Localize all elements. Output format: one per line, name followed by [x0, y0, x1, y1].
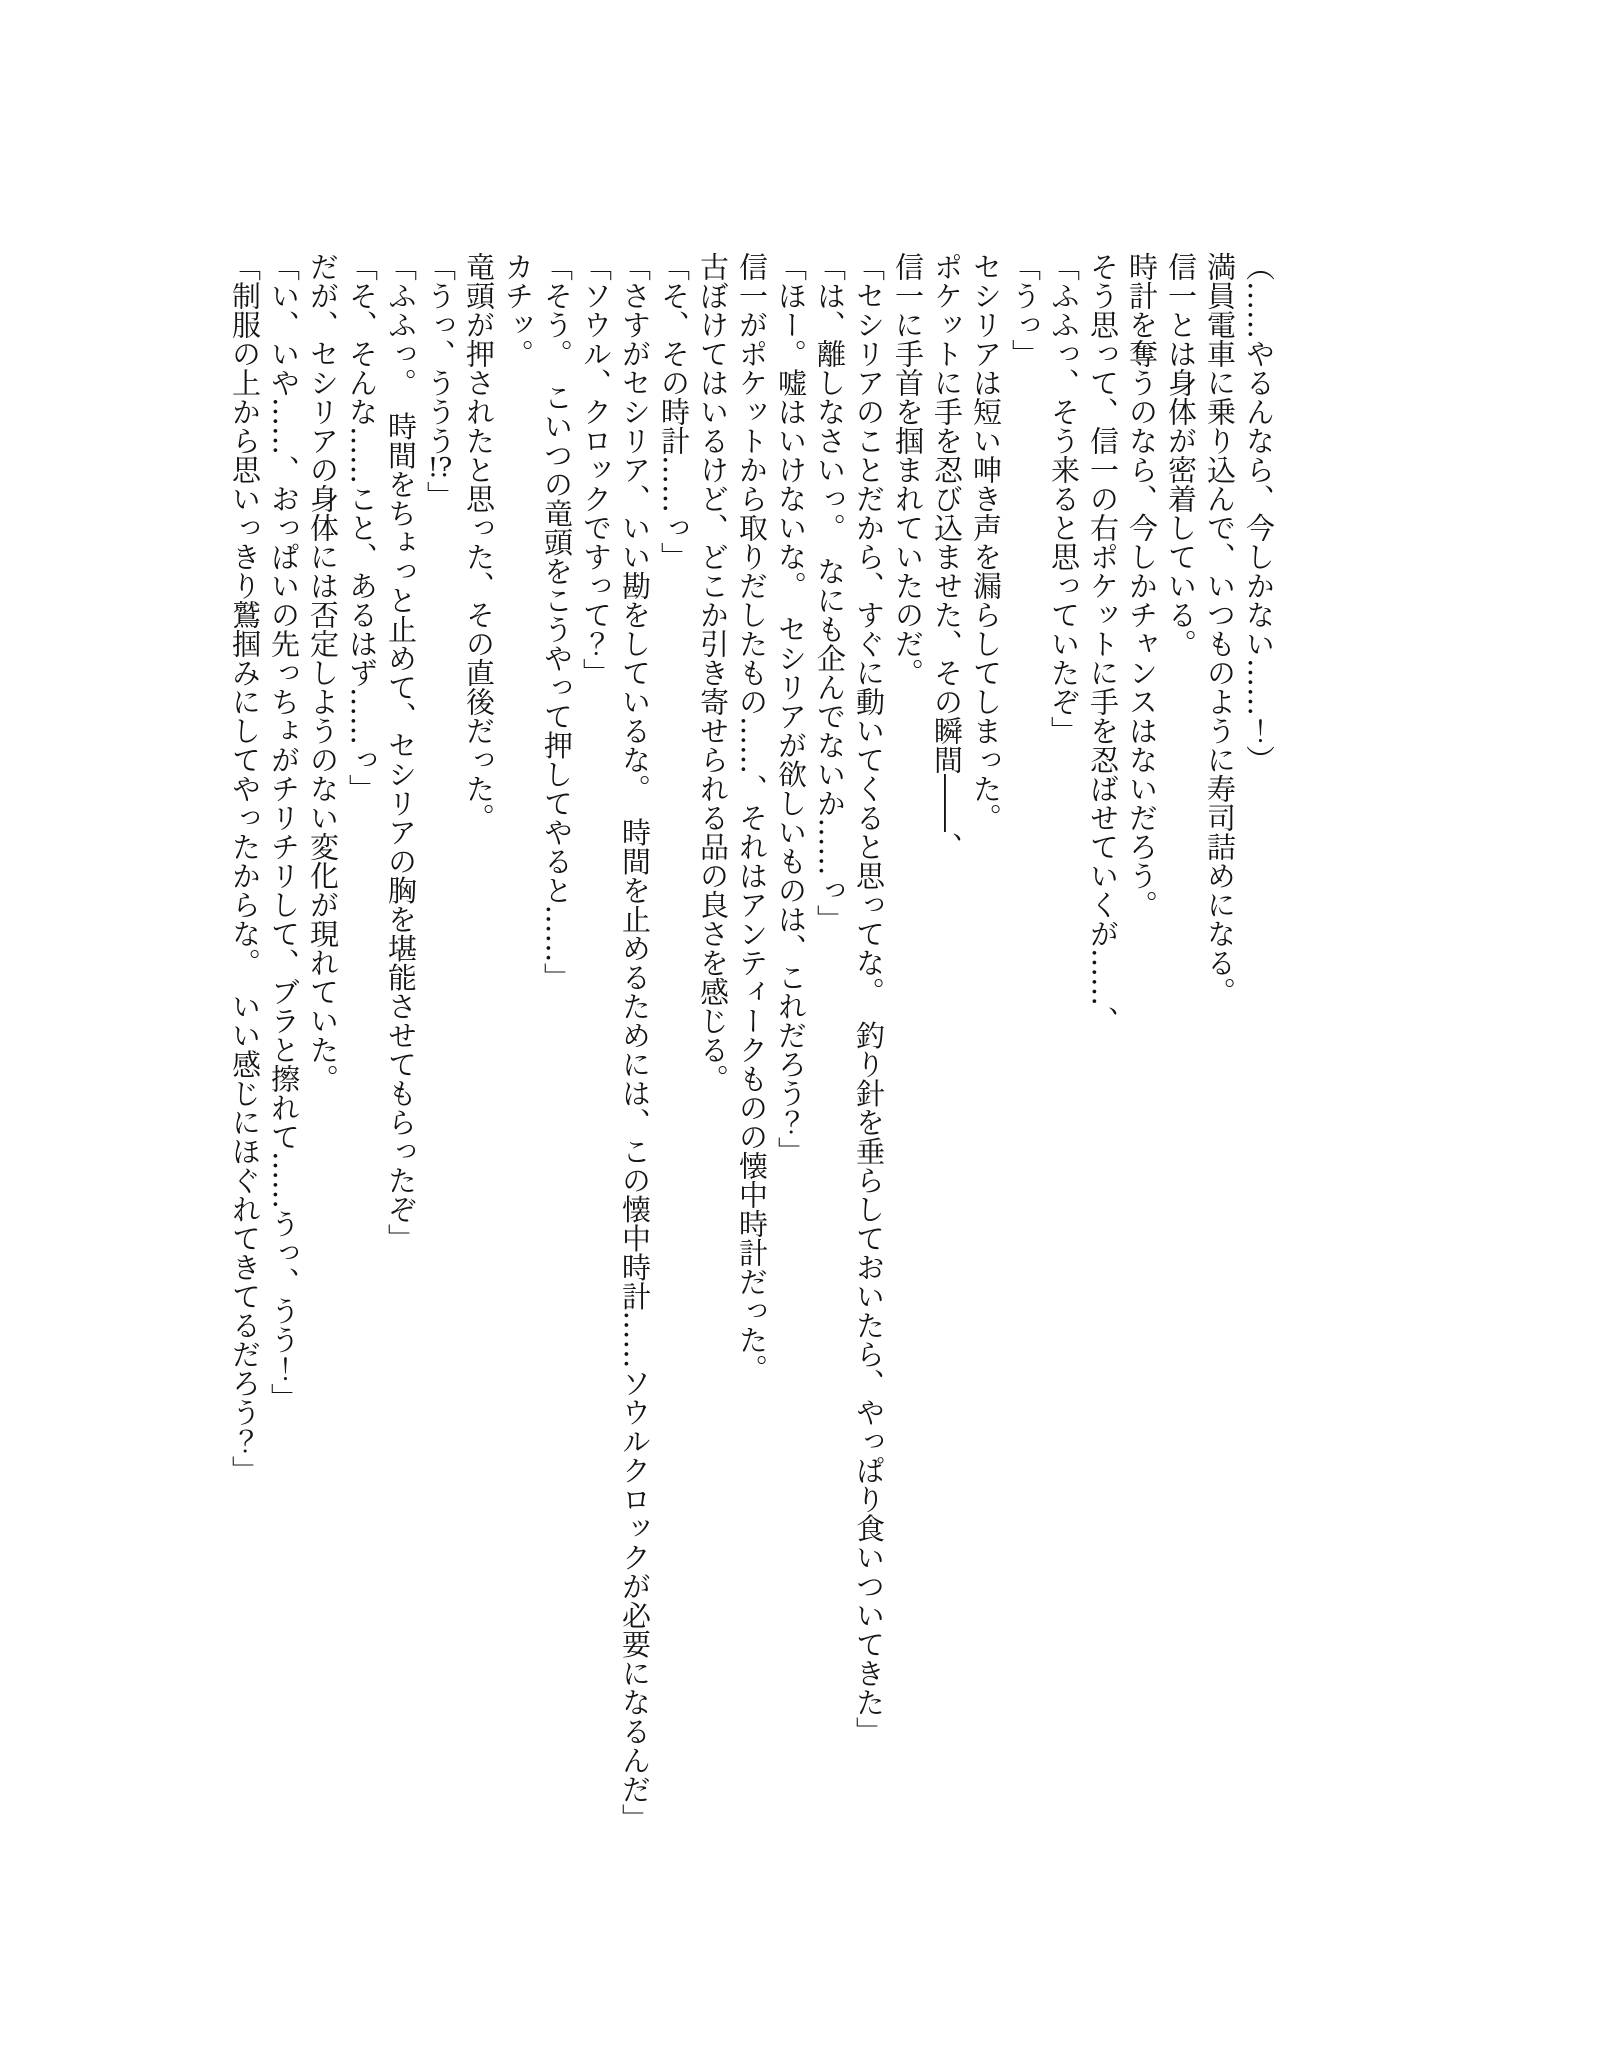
paragraph: カチッ。: [501, 252, 535, 368]
paragraph: 信一に手首を掴まれていたのだ。: [891, 252, 925, 687]
paragraph: だが、セシリアの身体には否定しようのない変化が現れていた。: [306, 252, 340, 1093]
paragraph: 「ソウル、クロックですって？」: [579, 252, 613, 687]
paragraph: 「そう。 こいつの竜頭をこうやって押してやると……」: [540, 252, 574, 992]
paragraph: 古ぼけてはいるけど、どこか引き寄せられる品の良さを感じる。: [696, 252, 730, 1093]
paragraph: 「ほー。嘘はいけないな。 セシリアが欲しいものは、これだろう？」: [774, 252, 808, 1166]
paragraph: 「さすがセシリア、いい勘をしているな。 時間を止めるためには、この懐中時計……ソウルクロックが必要になるんだ」: [618, 252, 652, 1833]
paragraph: 「制服の上から思いっきり鷲掴みにしてやったからな。 いい感じにほぐれてきてるだろう？」: [228, 252, 262, 1485]
paragraph: セシリアは短い呻き声を漏らしてしまった。: [969, 252, 1003, 832]
paragraph: 「ふふっ。 時間をちょっと止めて、セシリアの胸を堪能させてもらったぞ」: [384, 252, 418, 1253]
paragraph: 信一がポケットから取りだしたもの……、それはアンティークものの懐中時計だった。: [735, 252, 769, 1383]
paragraph: 「そ、そんな……こと、あるはず……っ」: [345, 252, 379, 803]
paragraph: （……やるんなら、今しかない……！）: [1242, 252, 1276, 774]
paragraph: 「い、いや……、おっぱいの先っちょがチリチリして、ブラと擦れて……うっ、うう！」: [267, 252, 301, 1412]
paragraph: 「うっ」: [1008, 252, 1042, 368]
paragraph: 竜頭が押されたと思った、その直後だった。: [462, 252, 496, 832]
paragraph: 「うっ、ううう!?」: [423, 252, 457, 511]
paragraph: ポケットに手を忍び込ませた、その瞬間――、: [930, 252, 964, 861]
vertical-text-block: [225, 252, 1278, 1952]
paragraph: 「は、離しなさいっ。 なにも企んでないか……っ」: [813, 252, 847, 934]
exclamation-question-mark: !?: [427, 455, 453, 482]
paragraph: 満員電車に乗り込んで、いつものように寿司詰めになる。: [1203, 252, 1237, 1006]
paragraph: そう思って、信一の右ポケットに手を忍ばせていくが……、: [1086, 252, 1120, 1035]
paragraph: 「そ、その時計……っ」: [657, 252, 691, 571]
paragraph: 「セシリアのことだから、すぐに動いてくると思ってな。 釣り針を垂らしておいたら、やっぱり食いついてきた」: [852, 252, 886, 1746]
paragraph: 信一とは身体が密着している。: [1164, 252, 1198, 658]
paragraph: 時計を奪うのなら、今しかチャンスはないだろう。: [1125, 252, 1159, 919]
paragraph: 「ふふっ、そう来ると思っていたぞ」: [1047, 252, 1081, 745]
